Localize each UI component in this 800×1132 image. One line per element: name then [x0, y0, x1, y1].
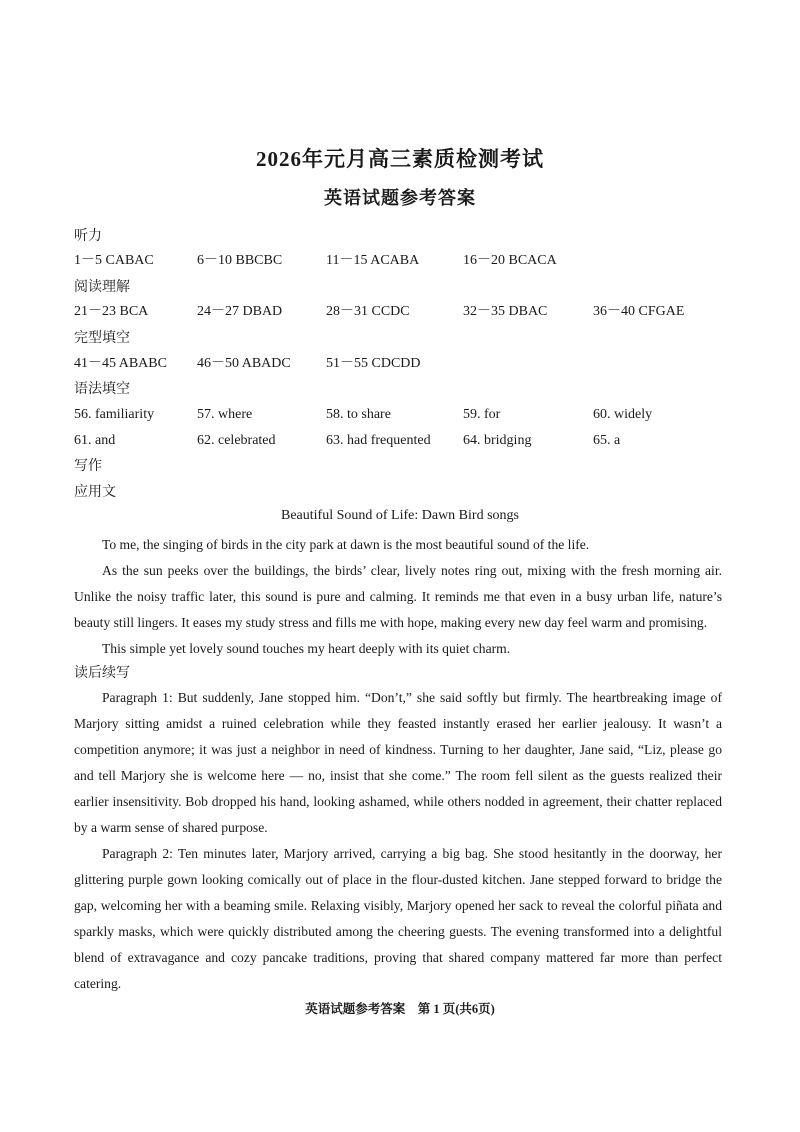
answer-group: 36－40 CFGAE	[593, 304, 685, 319]
essay-paragraph: To me, the singing of birds in the city park at dawn is the most beautiful sound of the life.	[102, 537, 590, 552]
section-label-writing: 写作	[74, 459, 102, 474]
essay-paragraph: This simple yet lovely sound touches my heart deeply with its quiet charm.	[102, 641, 511, 656]
answer-item: 56. familiarity	[74, 407, 155, 422]
answer-row-cloze	[0, 355, 800, 373]
continuation-paragraph-1: Paragraph 1: But suddenly, Jane stopped him. “Don’t,” she said softly but firmly. The heartbreaking image of Marjory sitting amidst a ruined celebration while they feasted instantly erased her earlier jealousy. It wasn’t a competition anymore; it was just a neighbor in need of kindness. Turning to her daughter, Jane said, “Liz, please go and tell Marjory she is welcome here — no, insist that she come.” The room fell silent as the guests realized their earlier insensitivity. Bob dropped his hand, looking ashamed, while others nodded in agreement, their chatter replaced by a warm sense of shared purpose.	[74, 690, 722, 835]
section-label-practical-writing: 应用文	[74, 485, 116, 500]
answer-group: 21－23 BCA	[74, 304, 149, 319]
answer-group: 24－27 DBAD	[197, 304, 283, 319]
section-label-listening: 听力	[74, 229, 102, 244]
section-label-grammar: 语法填空	[74, 382, 130, 397]
essay-title: Beautiful Sound of Life: Dawn Bird songs	[281, 508, 519, 523]
answer-row-reading	[0, 303, 800, 321]
answer-group: 46－50 ABADC	[197, 356, 291, 371]
section-label-cloze: 完型填空	[74, 331, 130, 346]
answer-item: 57. where	[197, 407, 253, 422]
answer-item: 59. for	[463, 407, 501, 422]
section-label-reading: 阅读理解	[74, 280, 130, 295]
continuation-paragraph-2: Paragraph 2: Ten minutes later, Marjory arrived, carrying a big bag. She stood hesitantly in the doorway, her glittering purple gown looking comically out of place in the flour-dusted kitchen. Jane stepped forward to bridge the gap, welcoming her with a beaming smile. Relaxing visibly, Marjory opened her sack to reveal the colorful piñata and sparkly masks, which were quickly distributed among the cheering guests. The evening transformed into a delightful blend of extravagance and cozy pancake traditions, proving that shared company mattered far more than perfect catering.	[74, 846, 722, 991]
answer-group: 16－20 BCACA	[463, 253, 557, 268]
answer-item: 60. widely	[593, 407, 653, 422]
page-subtitle: 英语试题参考答案	[324, 188, 476, 208]
page-title: 2026年元月高三素质检测考试	[256, 147, 544, 171]
essay-paragraph: As the sun peeks over the buildings, the birds’ clear, lively notes ring out, mixing with the fresh morning air. Unlike the noisy traffic later, this sound is pure and calming. It reminds me that even in a busy urban life, nature’s beauty still lingers. It eases my study stress and fills me with hope, making every new day feel warm and promising.	[74, 563, 722, 630]
section-label-continuation: 读后续写	[74, 666, 130, 681]
answer-group: 1－5 CABAC	[74, 253, 154, 268]
answer-group: 28－31 CCDC	[326, 304, 410, 319]
answer-group: 11－15 ACABA	[326, 253, 420, 268]
answer-item: 63. had frequented	[326, 433, 431, 448]
answer-row-listening	[0, 252, 800, 270]
answer-item: 58. to share	[326, 407, 391, 422]
answer-item: 64. bridging	[463, 433, 532, 448]
answer-group: 41－45 ABABC	[74, 356, 167, 371]
answer-group: 6－10 BBCBC	[197, 253, 283, 268]
answer-group: 32－35 DBAC	[463, 304, 548, 319]
answer-item: 65. a	[593, 433, 621, 448]
answer-item: 61. and	[74, 433, 116, 448]
answer-row-grammar-1	[0, 406, 800, 424]
page-footer: 英语试题参考答案 第 1 页(共6页)	[305, 1002, 495, 1016]
answer-item: 62. celebrated	[197, 433, 276, 448]
answer-group: 51－55 CDCDD	[326, 356, 421, 371]
answer-row-grammar-2	[0, 432, 800, 450]
